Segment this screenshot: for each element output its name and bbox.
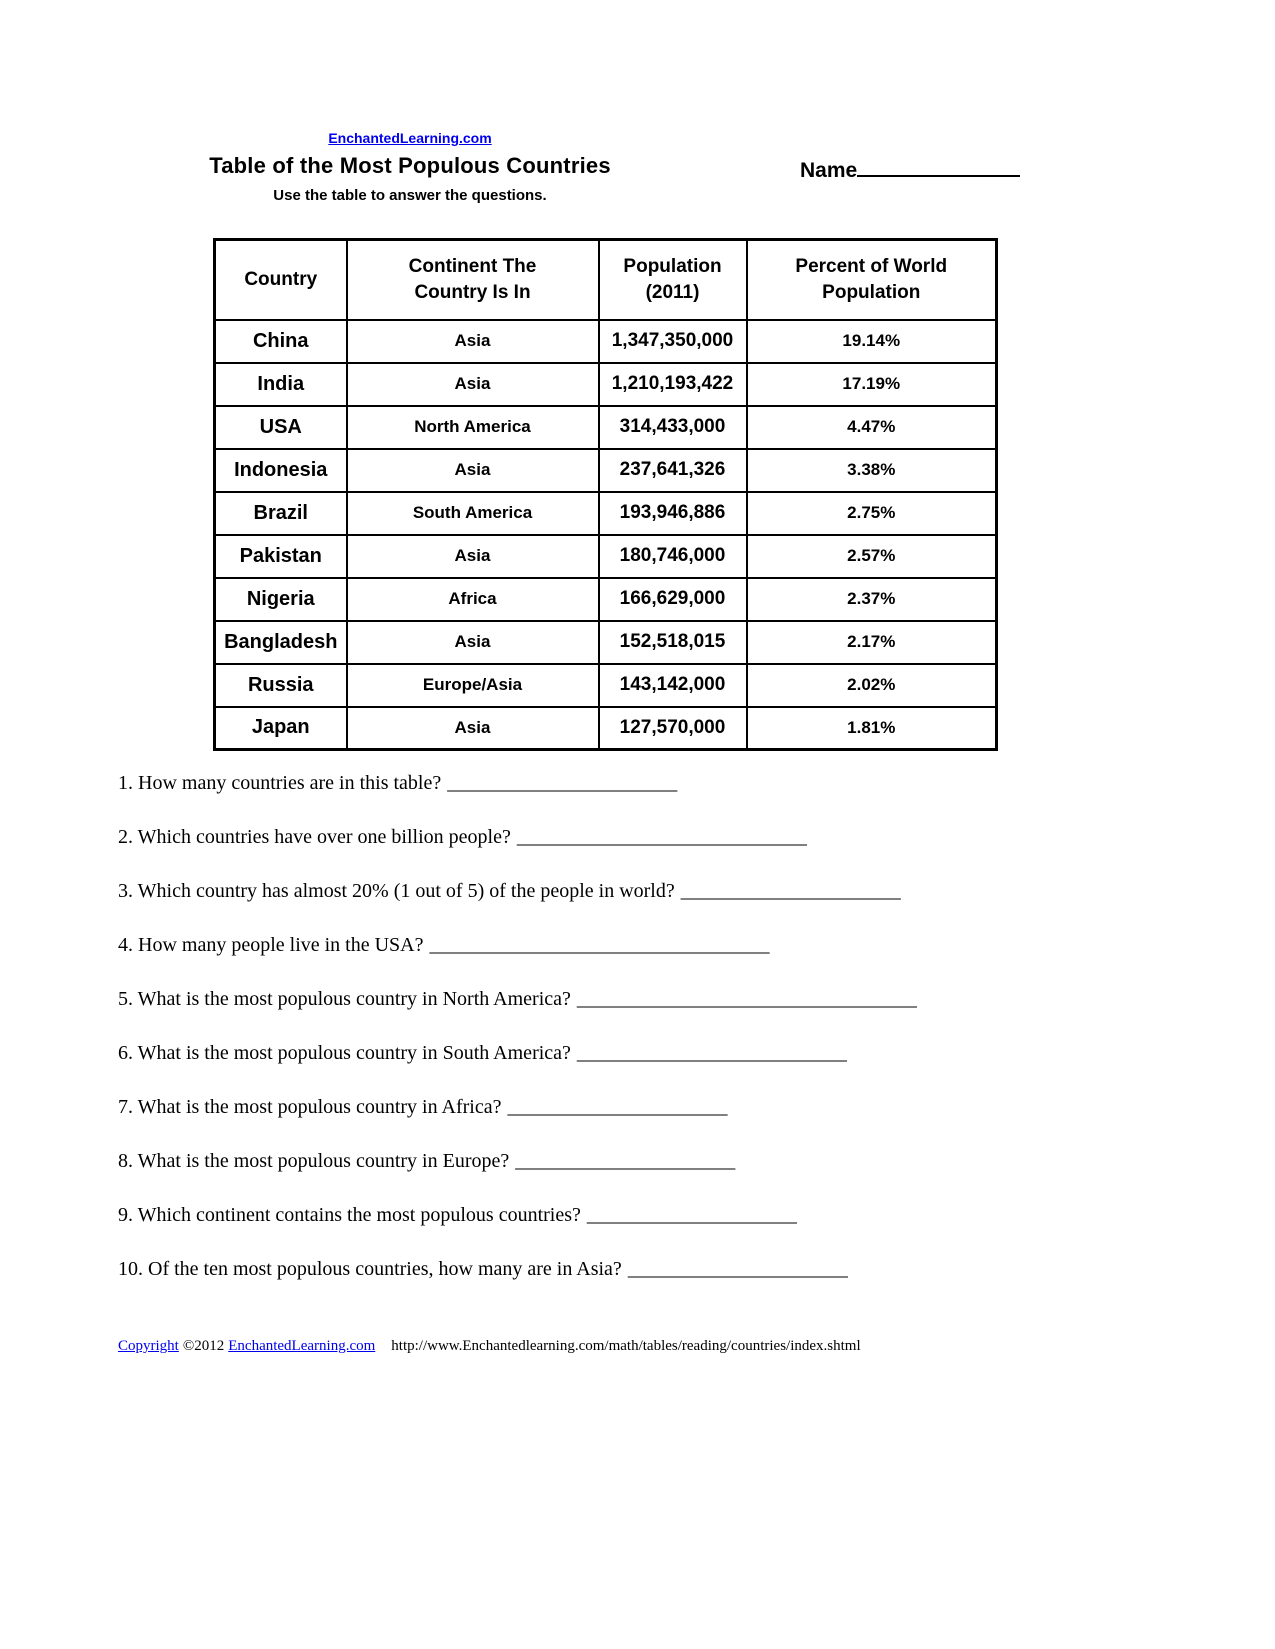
question-blank: ______________________ — [680, 880, 901, 902]
question-item — [118, 934, 1178, 957]
header-population-line2: (2011) — [645, 281, 700, 303]
question-blank: _______________________ — [447, 772, 678, 794]
cell-population: 1,210,193,422 — [599, 363, 747, 406]
cell-population: 193,946,886 — [599, 492, 747, 535]
question-blank: _____________________________ — [516, 826, 807, 848]
name-blank-line — [857, 155, 1020, 177]
question-blank: ______________________ — [515, 1150, 736, 1172]
question-item — [118, 1096, 1178, 1119]
populous-countries-table — [213, 238, 998, 751]
question-text: 7. What is the most populous country in Africa? — [118, 1096, 502, 1118]
question-item — [118, 1258, 1178, 1281]
table-row — [215, 664, 997, 707]
cell-population: 180,746,000 — [599, 535, 747, 578]
question-text: 10. Of the ten most populous countries, how many are in Asia? — [118, 1258, 622, 1280]
question-blank: ______________________ — [627, 1258, 848, 1280]
cell-percent: 2.57% — [747, 535, 997, 578]
question-item — [118, 880, 1178, 903]
cell-continent: Asia — [347, 621, 599, 664]
cell-continent: Asia — [347, 449, 599, 492]
cell-percent: 2.75% — [747, 492, 997, 535]
cell-country: Indonesia — [215, 449, 347, 492]
cell-country: Nigeria — [215, 578, 347, 621]
cell-continent: Asia — [347, 535, 599, 578]
header-continent-line2: Country Is In — [414, 281, 531, 303]
cell-country: Japan — [215, 707, 347, 750]
table-row — [215, 492, 997, 535]
cell-continent: Africa — [347, 578, 599, 621]
question-blank: __________________________________ — [429, 934, 770, 956]
cell-continent: Asia — [347, 363, 599, 406]
footer-url: http://www.Enchantedlearning.com/math/tables/reading/countries/index.shtml — [391, 1338, 861, 1354]
cell-population: 1,347,350,000 — [599, 320, 747, 363]
question-item — [118, 826, 1178, 849]
cell-country: Pakistan — [215, 535, 347, 578]
table-row — [215, 578, 997, 621]
question-item — [118, 1042, 1178, 1065]
question-blank: _____________________ — [586, 1204, 797, 1226]
table-row — [215, 449, 997, 492]
header — [160, 130, 660, 204]
cell-percent: 2.02% — [747, 664, 997, 707]
header-country — [215, 240, 347, 320]
cell-percent: 2.37% — [747, 578, 997, 621]
question-text: 8. What is the most populous country in Europe? — [118, 1150, 510, 1172]
table-row — [215, 363, 997, 406]
cell-continent: Europe/Asia — [347, 664, 599, 707]
cell-country: Brazil — [215, 492, 347, 535]
cell-percent: 1.81% — [747, 707, 997, 750]
cell-population: 143,142,000 — [599, 664, 747, 707]
question-item — [118, 1204, 1178, 1227]
question-item — [118, 1150, 1178, 1173]
table-row — [215, 707, 997, 750]
questions-list — [118, 772, 1178, 1312]
table-header-row — [215, 240, 997, 320]
header-percent-line2: Population — [822, 281, 921, 303]
cell-country: Bangladesh — [215, 621, 347, 664]
header-continent — [347, 240, 599, 320]
page-subtitle: Use the table to answer the questions. — [273, 187, 547, 204]
table-row — [215, 406, 997, 449]
cell-country: India — [215, 363, 347, 406]
header-country-label: Country — [244, 268, 318, 290]
question-text: 6. What is the most populous country in South America? — [118, 1042, 571, 1064]
cell-continent: Asia — [347, 707, 599, 750]
cell-population: 127,570,000 — [599, 707, 747, 750]
cell-percent: 4.47% — [747, 406, 997, 449]
question-blank: ______________________ — [507, 1096, 728, 1118]
header-percent — [747, 240, 997, 320]
cell-country: Russia — [215, 664, 347, 707]
site-link[interactable]: EnchantedLearning.com — [328, 130, 492, 146]
question-text: 5. What is the most populous country in North America? — [118, 988, 571, 1010]
cell-population: 166,629,000 — [599, 578, 747, 621]
header-continent-line1: Continent The — [408, 255, 537, 277]
copyright-link[interactable]: Copyright — [118, 1338, 179, 1354]
header-population — [599, 240, 747, 320]
cell-percent: 3.38% — [747, 449, 997, 492]
cell-country: China — [215, 320, 347, 363]
name-label: Name — [800, 159, 858, 182]
question-text: 1. How many countries are in this table? — [118, 772, 442, 794]
footer — [118, 1338, 861, 1355]
question-item — [118, 772, 1178, 795]
cell-country: USA — [215, 406, 347, 449]
question-text: 3. Which country has almost 20% (1 out of 5) of the people in world? — [118, 880, 675, 902]
question-blank: ___________________________ — [576, 1042, 847, 1064]
cell-continent: Asia — [347, 320, 599, 363]
cell-continent: North America — [347, 406, 599, 449]
table-row — [215, 621, 997, 664]
question-item — [118, 988, 1178, 1011]
page-title: Table of the Most Populous Countries — [209, 153, 611, 178]
table-row — [215, 535, 997, 578]
name-field — [800, 155, 1020, 183]
cell-population: 314,433,000 — [599, 406, 747, 449]
copyright-year: ©2012 — [182, 1338, 225, 1354]
cell-percent: 2.17% — [747, 621, 997, 664]
cell-continent: South America — [347, 492, 599, 535]
question-text: 4. How many people live in the USA? — [118, 934, 424, 956]
question-text: 9. Which continent contains the most populous countries? — [118, 1204, 581, 1226]
question-text: 2. Which countries have over one billion people? — [118, 826, 511, 848]
header-percent-line1: Percent of World — [795, 255, 948, 277]
table-row — [215, 320, 997, 363]
cell-population: 237,641,326 — [599, 449, 747, 492]
cell-percent: 17.19% — [747, 363, 997, 406]
question-blank: __________________________________ — [576, 988, 917, 1010]
cell-percent: 19.14% — [747, 320, 997, 363]
cell-population: 152,518,015 — [599, 621, 747, 664]
footer-site-link[interactable]: EnchantedLearning.com — [228, 1338, 376, 1354]
header-population-line1: Population — [623, 255, 722, 277]
